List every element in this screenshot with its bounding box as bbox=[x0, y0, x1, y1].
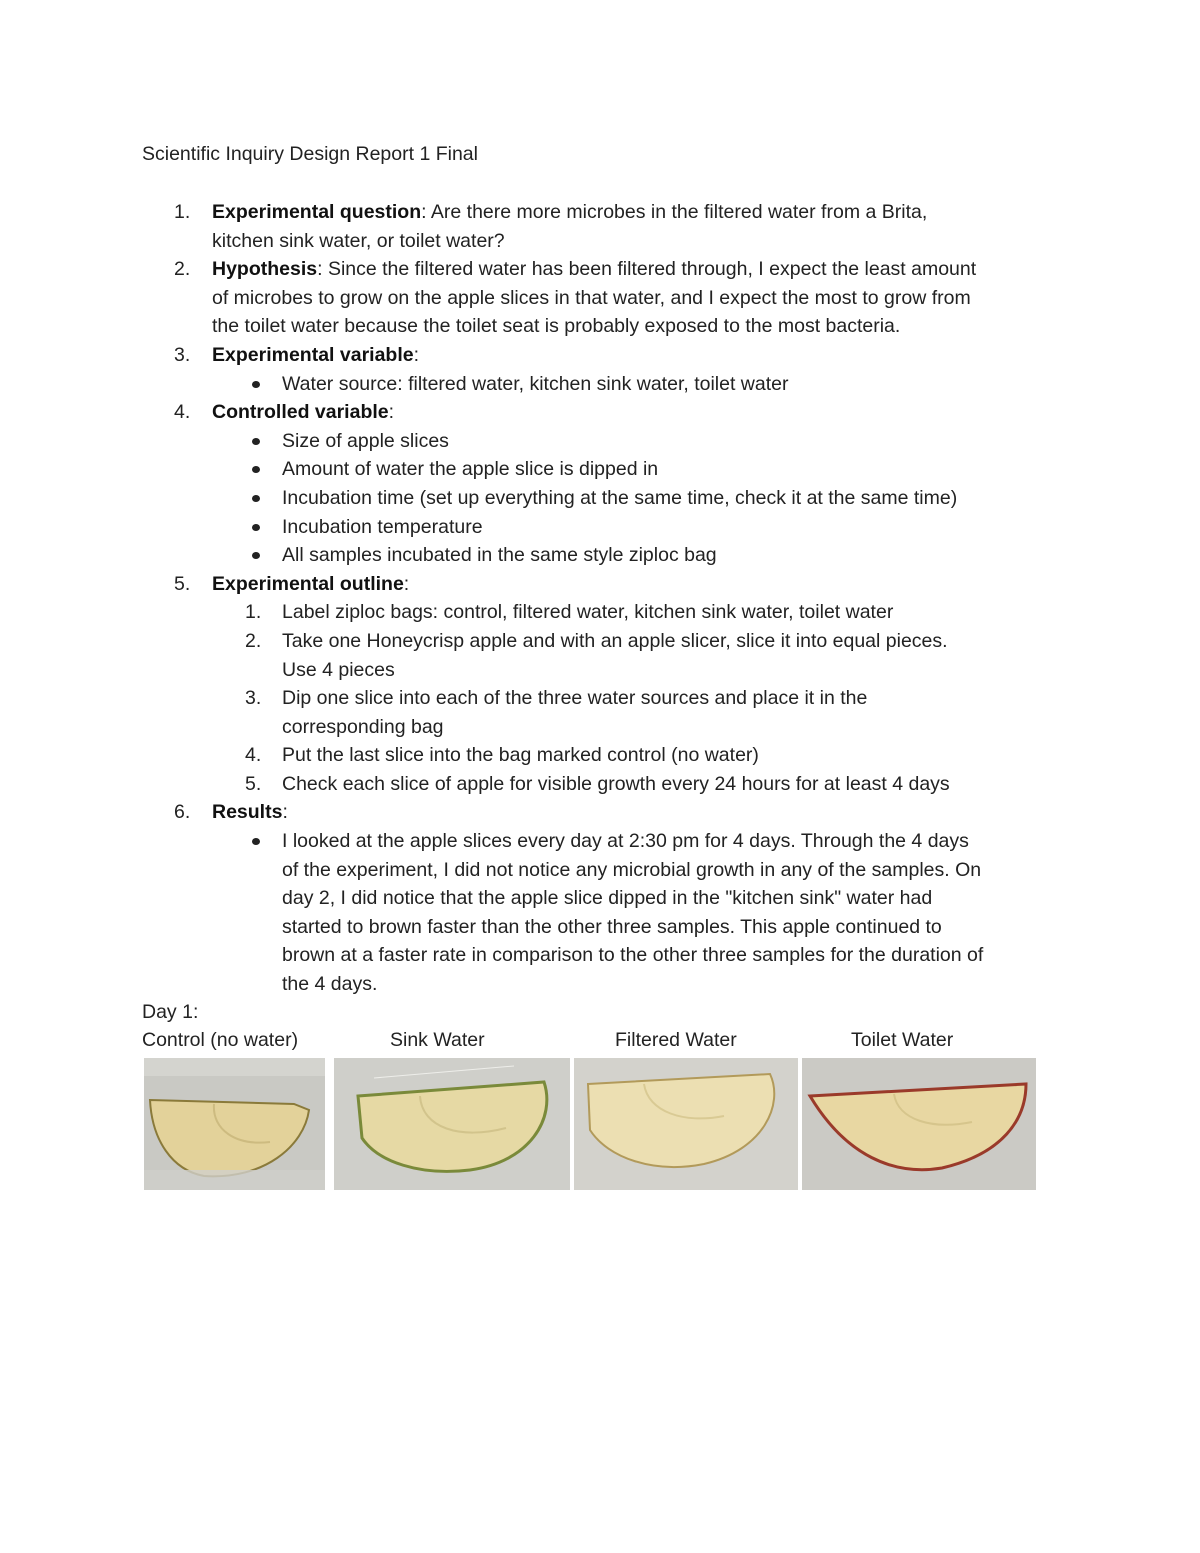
bullet-icon bbox=[252, 438, 260, 445]
numbered-list bbox=[142, 198, 1072, 999]
bullet-icon bbox=[252, 466, 260, 473]
step-text: Use 4 pieces bbox=[282, 658, 395, 681]
apple-photo-filtered bbox=[574, 1058, 798, 1190]
bullet-item bbox=[142, 484, 1072, 513]
bullet-text: Amount of water the apple slice is dipped in bbox=[282, 458, 659, 481]
bullet-item bbox=[142, 827, 1072, 999]
step-text: Label ziploc bags: control, filtered water, kitchen sink water, toilet water bbox=[282, 601, 894, 624]
list-item-controlled-variable bbox=[142, 398, 1072, 427]
list-item-question bbox=[142, 198, 1072, 255]
bullet-item bbox=[142, 370, 1072, 399]
item-text: of microbes to grow on the apple slices in that water, and I expect the most to grow from bbox=[212, 286, 971, 309]
step-text: Dip one slice into each of the three water sources and place it in the bbox=[282, 687, 868, 710]
item-number: 1. bbox=[174, 201, 191, 223]
list-item-hypothesis bbox=[142, 255, 1072, 341]
step-number: 4. bbox=[245, 744, 262, 767]
item-suffix: : bbox=[403, 572, 410, 595]
step-text: Check each slice of apple for visible growth every 24 hours for at least 4 days bbox=[282, 772, 950, 795]
bullet-item bbox=[142, 513, 1072, 542]
bullet-item bbox=[142, 455, 1072, 484]
outline-step bbox=[142, 684, 1072, 741]
outline-step bbox=[142, 770, 1072, 799]
step-number: 2. bbox=[245, 629, 262, 652]
step-number: 3. bbox=[245, 687, 262, 710]
result-text: brown at a faster rate in comparison to the other three samples for the duration of bbox=[282, 944, 984, 967]
item-label: Experimental variable bbox=[212, 343, 414, 366]
item-suffix: : bbox=[413, 343, 420, 366]
step-number: 1. bbox=[245, 601, 262, 624]
apple-photo-toilet bbox=[802, 1058, 1036, 1190]
bullet-text: Incubation time (set up everything at the same time, check it at the same time) bbox=[282, 486, 958, 509]
apple-photo-sink bbox=[334, 1058, 570, 1190]
step-text: Put the last slice into the bag marked control (no water) bbox=[282, 744, 759, 767]
bullet-icon bbox=[252, 552, 260, 559]
item-number: 4. bbox=[174, 401, 191, 424]
photo-caption-sink: Sink Water bbox=[390, 1029, 485, 1051]
result-text: started to brown faster than the other three samples. This apple continued to bbox=[282, 915, 942, 938]
item-text: : Are there more microbes in the filtered water from a Brita, bbox=[421, 201, 928, 223]
item-label: Results bbox=[212, 801, 283, 824]
bullet-text: Size of apple slices bbox=[282, 429, 449, 452]
item-suffix: : bbox=[388, 401, 395, 424]
bullet-icon bbox=[252, 524, 260, 531]
item-text: kitchen sink water, or toilet water? bbox=[212, 229, 505, 252]
apple-photo-control bbox=[144, 1058, 325, 1190]
bullet-item bbox=[142, 541, 1072, 570]
item-label: Hypothesis bbox=[212, 258, 318, 281]
bullet-text: Incubation temperature bbox=[282, 515, 483, 538]
day-label: Day 1: bbox=[142, 1001, 199, 1023]
bullet-icon bbox=[252, 381, 260, 388]
item-text: the toilet water because the toilet seat is probably exposed to the most bacteria. bbox=[212, 315, 901, 338]
bullet-text: Water source: filtered water, kitchen sink water, toilet water bbox=[282, 372, 789, 395]
outline-step bbox=[142, 627, 1072, 684]
bullet-text: All samples incubated in the same style ziploc bag bbox=[282, 544, 717, 567]
bullet-icon bbox=[252, 495, 260, 502]
result-text: of the experiment, I did not notice any microbial growth in any of the samples. On bbox=[282, 858, 982, 881]
item-suffix: : bbox=[282, 801, 288, 824]
list-item-experimental-outline bbox=[142, 570, 1072, 599]
list-item-experimental-variable bbox=[142, 341, 1072, 370]
bullet-item bbox=[142, 427, 1072, 456]
photo-caption-control: Control (no water) bbox=[142, 1029, 299, 1051]
result-text: day 2, I did notice that the apple slice dipped in the "kitchen sink" water had bbox=[282, 887, 933, 910]
item-label: Experimental question bbox=[212, 201, 422, 223]
list-item-results bbox=[142, 798, 1072, 827]
outline-step bbox=[142, 741, 1072, 770]
result-text: I looked at the apple slices every day at 2:30 pm for 4 days. Through the 4 days bbox=[282, 830, 969, 853]
result-text: the 4 days. bbox=[282, 973, 378, 996]
step-text: corresponding bag bbox=[282, 715, 444, 738]
step-text: Take one Honeycrisp apple and with an apple slicer, slice it into equal pieces. bbox=[282, 629, 948, 652]
step-number: 5. bbox=[245, 772, 262, 795]
item-text: : Since the filtered water has been filtered through, I expect the least amount bbox=[317, 258, 977, 281]
item-number: 2. bbox=[174, 258, 191, 281]
item-label: Controlled variable bbox=[212, 401, 389, 424]
item-number: 3. bbox=[174, 343, 191, 366]
photo-caption-toilet: Toilet Water bbox=[851, 1029, 954, 1051]
item-number: 5. bbox=[174, 572, 191, 595]
item-number: 6. bbox=[174, 801, 191, 824]
outline-step bbox=[142, 598, 1072, 627]
bullet-icon bbox=[252, 838, 260, 845]
document-title: Scientific Inquiry Design Report 1 Final bbox=[142, 143, 478, 165]
photo-caption-filtered: Filtered Water bbox=[615, 1029, 737, 1051]
item-label: Experimental outline bbox=[212, 572, 404, 595]
